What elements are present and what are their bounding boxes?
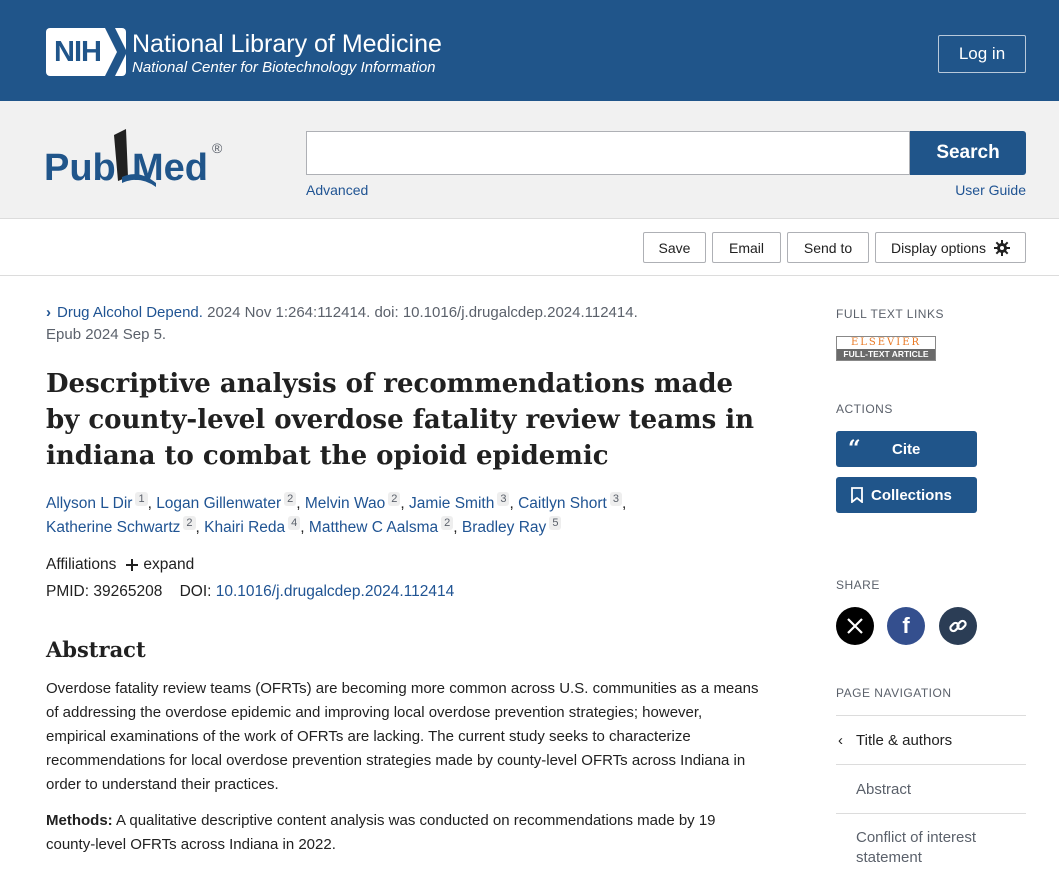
nav-title-authors[interactable] [836,715,1026,764]
email-button[interactable]: Email [712,232,781,263]
collections-label: Collections [871,486,952,504]
author-link[interactable]: Bradley Ray [461,519,547,536]
expand-affiliations-button[interactable] [126,556,194,574]
citation-line [46,302,736,346]
nav-abstract[interactable] [836,764,1026,813]
bookmark-icon [851,487,863,503]
share-x-button[interactable] [836,607,874,645]
search-button[interactable]: Search [910,131,1026,175]
svg-text:®: ® [212,140,223,156]
full-text-links-label: FULL TEXT LINKS [836,307,944,321]
plus-icon [126,559,138,571]
author-link[interactable]: Katherine Schwartz [46,519,181,536]
author-list: Allyson L Dir $^1$ , Logan Gillenwater $^2$ , Melvin Wao $^2$ , Jamie Smith $^3$ , Caitlyn Short $^3$ , Katherine Schwartz $^2$ , Khairi Reda $^4$ , Matthew C Aalsma $^2$ , Bradley Ray $^5$ [46,493,627,536]
search-input[interactable] [306,131,910,175]
gear-icon [994,240,1010,256]
link-icon [948,616,968,636]
advanced-search-link[interactable]: Advanced [306,182,369,198]
affiliation-ref[interactable]: 2 [284,492,296,506]
affiliations-label: Affiliations [46,556,117,573]
methods-paragraph [46,809,766,857]
article-toolbar [0,219,1059,276]
chevron-right-icon: › [46,304,51,321]
affiliation-ref[interactable]: 2 [183,516,195,530]
user-guide-link[interactable]: User Guide [955,182,1026,198]
cite-button[interactable] [836,431,977,467]
collections-button[interactable] [836,477,977,513]
nih-badge-text: NIH [54,36,101,68]
affiliations-row [46,556,194,574]
author-link[interactable]: Melvin Wao [304,495,386,512]
nav-item-label: Conflict of interest statement [856,829,977,866]
author-link[interactable]: Logan Gillenwater [156,495,282,512]
expand-label: expand [143,556,195,573]
org-subtitle: National Center for Biotechnology Information [132,58,436,76]
methods-label: Methods: [46,812,113,829]
affiliation-ref[interactable]: 2 [388,492,400,506]
send-to-button[interactable]: Send to [787,232,869,263]
share-facebook-button[interactable] [887,607,925,645]
identifiers-row [46,583,454,601]
author-link[interactable]: Matthew C Aalsma [308,519,439,536]
abstract-text: Overdose fatality review teams (OFRTs) are becoming more common across U.S. communities as a means of addressing the overdose epidemic and improving local overdose prevention strategies; however, empirical examinations of the work of OFRTs are lacking. The current study seeks to characterize recommendations for local overdose prevention strategies made by county-level OFRTs across Indiana in order to understand their practices. [46,680,759,793]
x-logo-icon [846,617,864,635]
copy-link-button[interactable] [939,607,977,645]
svg-text:Med: Med [132,147,208,189]
citation-details: 2024 Nov 1:264:112414. doi: 10.1016/j.drugalcdep.2024.112414. [202,304,638,321]
author-link[interactable]: Khairi Reda [204,519,286,536]
abstract-heading: Abstract [46,637,146,662]
author-link[interactable]: Caitlyn Short [518,495,607,512]
actions-label: ACTIONS [836,402,893,416]
affiliation-ref[interactable]: 2 [441,516,453,530]
nih-logo[interactable] [46,28,442,76]
author-link[interactable]: Jamie Smith [409,495,495,512]
search-band [0,101,1059,219]
nih-header [0,0,1059,101]
affiliation-ref[interactable]: 5 [549,516,561,530]
org-title: National Library of Medicine [132,29,442,58]
page-navigation-label: PAGE NAVIGATION [836,686,952,700]
page-navigation [836,715,1026,870]
affiliation-ref[interactable]: 4 [288,516,300,530]
display-options-button[interactable] [875,232,1026,263]
affiliation-ref[interactable]: 3 [497,492,509,506]
chevron-left-icon: ‹ [838,732,843,749]
svg-text:Pub: Pub [44,147,116,189]
affiliation-ref[interactable]: 1 [135,492,147,506]
elsevier-full-text-link[interactable] [836,336,936,361]
doi-label: DOI: [179,583,212,600]
nih-arrow-icon [105,28,127,76]
cite-label: Cite [892,440,921,458]
full-text-article-text: FULL-TEXT ARTICLE [837,349,935,360]
login-button[interactable]: Log in [938,35,1026,73]
doi-link[interactable]: 10.1016/j.drugalcdep.2024.112414 [215,583,455,600]
journal-link[interactable]: Drug Alcohol Depend. [57,304,203,321]
share-label: SHARE [836,578,880,592]
nih-badge [46,28,126,76]
article-title: Descriptive analysis of recommendations made by county-level overdose fatality review teams in indiana to combat the opioid epidemic [46,369,755,471]
nav-item-label: Abstract [856,781,912,798]
epub-date: Epub 2024 Sep 5. [46,326,167,343]
methods-text: A qualitative descriptive content analysis was conducted on recommendations made by 19 county-level OFRTs across Indiana in 2022. [46,812,716,853]
pmid: PMID: 39265208 [46,583,163,600]
elsevier-logo-text: ELSEVIER [850,337,922,348]
facebook-icon: f [902,613,910,638]
display-options-label: Display options [891,239,986,256]
save-button[interactable]: Save [643,232,706,263]
author-link[interactable]: Allyson L Dir [46,495,133,512]
nav-item-label: Title & authors [856,732,953,749]
affiliation-ref[interactable]: 3 [610,492,622,506]
nav-conflict-of-interest[interactable] [836,813,1026,870]
quote-icon: “ [848,436,861,462]
pubmed-logo[interactable] [44,125,234,197]
